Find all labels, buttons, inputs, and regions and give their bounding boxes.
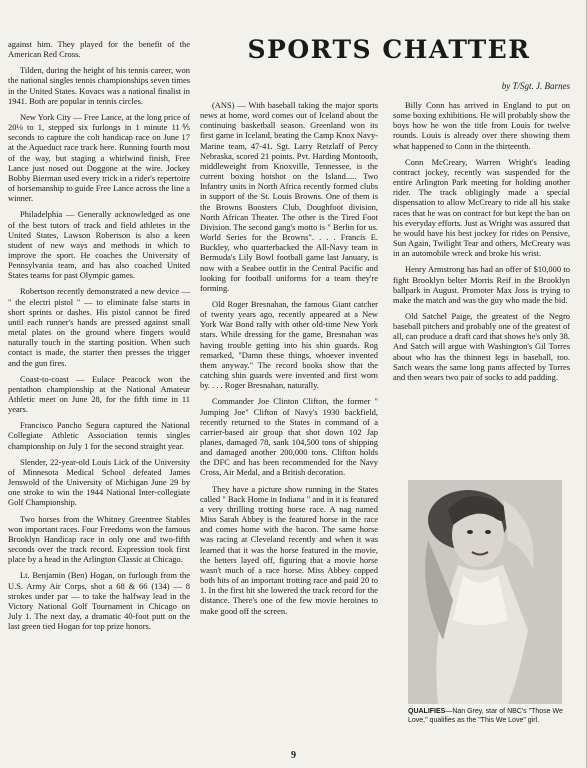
paragraph: Old Satchel Paige, the greatest of the Negro baseball pitchers and probably one of the greatest of all, can produce a draft card that shows he's only 38. And Satch will argue with Washington's Gil Torres about who has the thinnest legs in baseball, too. Satch wears the same long pants affected by Torres and then wears two pair of socks to add padding. xyxy=(393,310,570,382)
paragraph: Conn McCreary, Warren Wright's leading contract jockey, recently was suspended for the entire Arlington Park meeting for holding another rider. The track obligingly made a special dispensation to allow McCreary to ride all his stake races that he was on contract for but kept the ban on his everyday efforts. Just as Wright was assured that he would have his best jockey for rides on Pensive, Sun Again, Twilight Tear and others, McCreary was in an automobile wreck and broke his wrist. xyxy=(393,156,570,259)
portrait-photo xyxy=(408,480,562,704)
paragraph: (ANS) — With baseball taking the major sports news at home, word comes out of Iceland about the continuing basketball season. Greenland won its first game in Iceland, beating the Camp Knox Navy-Marine team, 47-41. Sgt. Larry Retzlaff of Percy Nebraska, scored 21 points. Pvt. Harding Montooth, middleweight from Knoxville, Tennessee, is the current boxing hotshot on the Island..... Two Infantry units in North Africa recently formed clubs in support of the St. Louis Browns. One of them is the Browns Boosters Club, Doughfoot division, North African Theater. The other is the Tired Foot Division. The second gang's motto is " Berlin for us. World Series for the Browns". . . . Francis E. Buckley, who quarterbacked the All-Navy team in Bermuda's Lily Bowl football game last January, is now with a Seabee outfit in the Central Pacific and looking for football uniforms for a team they're forming. xyxy=(200,100,378,293)
paragraph: against him. They played for the benefit of the American Red Cross. xyxy=(8,39,190,60)
caption-lead: QUALIFIES xyxy=(408,708,446,715)
paragraph: Robertson recently demonstrated a new device — " the electri pistol " — to eliminate false starts in short sprints or dashes. His pistol cannot be fired until each runner's hands are pressed against small metal plates on the ground where fingers would naturally touch in the starting position. When such contact is made, the starter then presses the trigger and the gun fires. xyxy=(8,286,190,368)
paragraph: Billy Conn has arrived in England to put on some boxing exhibitions. He will probably show the boys how he won the title from Louis for twelve rounds. Louis is already over there showing them what happened to Conn in the thirteenth. xyxy=(393,100,570,151)
paragraph: Coast-to-coast — Eulace Peacock won the pentathon championship at the National Amateur Athletic meet on June 28, for the fifth time in 11 years. xyxy=(8,373,190,415)
byline: by T/Sgt. J. Barnes xyxy=(501,81,570,91)
paragraph: Francisco Pancho Segura captured the National Collegiate Athletic Association tennis singles championship on July 1 for the second straight year. xyxy=(8,420,190,451)
page-number: 9 xyxy=(291,750,296,761)
paragraph: Tilden, during the height of his tennis career, won the national singles tennis championships seven times in the United States. Kovacs was a national finalist in 1941. Both are popular in tennis circles. xyxy=(8,65,190,106)
caption-text: —Nan Grey, star of NBC's "Those We Love," qualifies as the "This We Love" girl. xyxy=(408,708,563,724)
paragraph: Commander Joe Clinton Clifton, the former " Jumping Joe" Clifton of Navy's 1930 backfield, recently returned to the States in command of a carrier-based air group that shot down 102 Jap planes, damaged 78, sank 104,500 tons of shipping and damaged another 200,000 tons. Clifton holds the DFC and has been recommended for the Navy Cross, Air Medal, and a British decoration. xyxy=(200,396,378,478)
paragraph: Lt. Benjamin (Ben) Hogan, on furlough from the U.S. Army Air Corps, shot a 68 & 66 (134) — 8 strokes under par — to take the halfway lead in the Victory National Golf Tournament in Chicago on July 1. The next day, a dramatic 40-foot putt on the last green tied Hogan for top prize honors. xyxy=(8,570,190,632)
article-column-2 xyxy=(200,100,378,750)
paragraph: Philadelphia — Generally acknowledged as one of the best tutors of track and field athletes in the United States, Lawson Robertson is also a keen student of new ways and methods in which to improve the sport. He coaches the University of Pennsylvania team, and has also coached United States teams for past Olympic games. xyxy=(8,209,190,281)
paragraph: Henry Armstrong has had an offer of $10,000 to fight Brooklyn belter Morris Reif in the Brooklyn ballpark in August. Promoter Max Joss is trying to make the match and was the guy who made the bid. xyxy=(393,264,570,305)
article-column-1 xyxy=(8,39,190,739)
page-title: SPORTS CHATTER xyxy=(247,35,531,64)
paragraph: New York City — Free Lance, at the long price of 20⅛ to 1, stepped six furlongs in 1 minute 11⅘ seconds to capture the colt handicap race on June 17 at the Aqueduct race track here. Running fourth most of the way, but staging a whirlwind finish, Free Lance just nosed out Doggone at the wire. Jockey Bobby Bierman used every trick in a rider's repertoire of horsemanship to guide Free Lance across the line a winner. xyxy=(8,111,190,204)
paragraph: They have a picture show running in the States called " Back Home in Indiana " and in it is featured a very thrilling trotting horse race. A nag named Miss Sarah Abbey is the featured horse in the race and comes home with the bacon. The same horse was racing at Cleveland recently and when it was learned that it was the horse featured in the movie, the betters layed off, figuring that a movie horse wasn't much of a race horse. Miss Abbey copped both hits of an important trotting race and paid 20 to 1. In the first hit she lowered the track record for the distance. There's one of the few movie heroines to make good off the screen. xyxy=(200,483,378,616)
paragraph: Slender, 22-year-old Louis Lick of the University of Minnesota Medical School defeated James Jenswold of the University of Michigan June 29 by one stroke to win the 1944 National Inter-collegiate Golf Championship. xyxy=(8,456,190,508)
article-column-3 xyxy=(393,100,570,460)
photo-caption xyxy=(408,708,566,725)
paragraph: Old Roger Bresnahan, the famous Giant catcher of twenty years ago, recently appeared at a New York War Bond rally with other old-time New York stars. While dressing for the game, Bresnahan was having trouble getting into his shin guards. Rog remarked, "Damn these things, whoever invented them anyway." The record books show that the catching shin guards were invented and first worn by. . . . Roger Bresnahan, naturally. xyxy=(200,298,378,391)
paragraph: Two horses from the Whitney Greentree Stables won important races. Four Freedoms won the famous Brooklyn Handicap race in only one and two-fifth seconds over the track record. Expression took first place by a head in the Arlington Classic at Chicago. xyxy=(8,513,190,565)
portrait-illustration xyxy=(408,480,562,704)
